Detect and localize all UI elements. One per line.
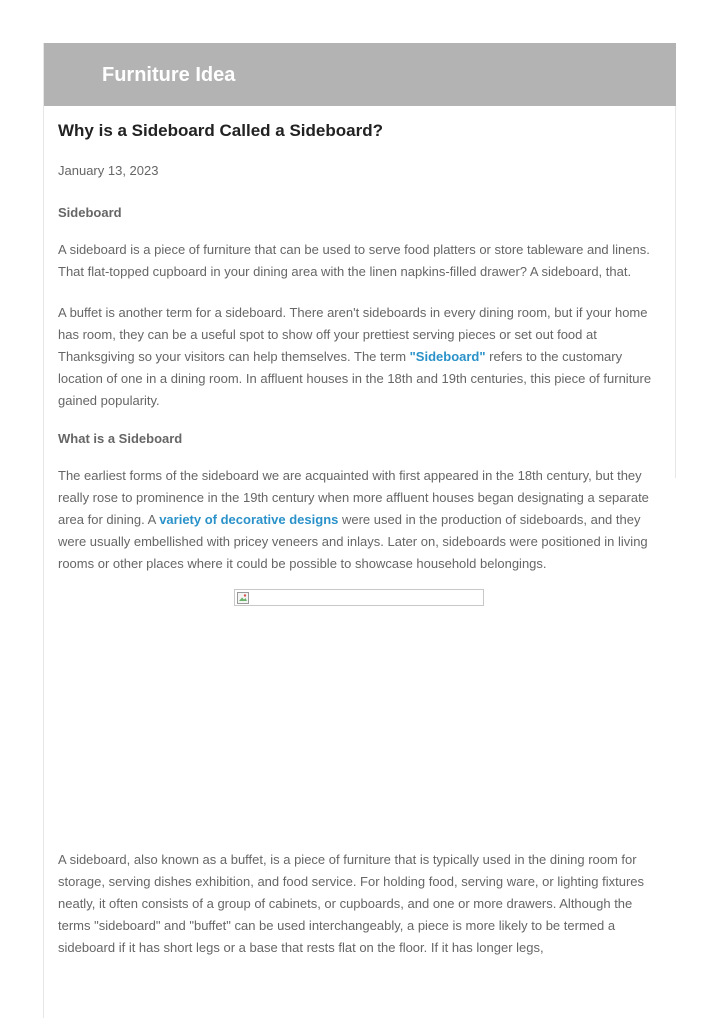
paragraph-2-text-a: A buffet is another term for a sideboard. There aren't sideboards in every dining room, but if your home has room, they can be a useful spot to show off your prettiest serving pieces or set out food at Thanksgiving so your visitors can help themselves. The term (58, 305, 648, 364)
card-edge (675, 478, 676, 1018)
post-card (43, 43, 676, 1018)
post-title: Why is a Sideboard Called a Sideboard? (58, 121, 383, 140)
paragraph-4: A sideboard, also known as a buffet, is a piece of furniture that is typically used in the dining room for storage, serving dishes exhibition, and food service. For holding food, serving ware, or lighting fixtures neatly, it often consists of a group of cabinets, or cupboards, and one or more drawers. Although the terms "sideboard" and "buffet" can be used interchangeably, a piece is more likely to be termed a sideboard if it has short legs or a base that rests flat on the floor. If it has longer legs, (58, 852, 645, 955)
post-content (58, 119, 664, 959)
site-header (44, 43, 676, 106)
broken-image-icon (237, 592, 249, 604)
broken-image[interactable] (234, 589, 484, 606)
paragraph-3 (58, 465, 664, 575)
section-heading-what-is: What is a Sideboard (58, 431, 183, 446)
paragraph-3-text-a: The earliest forms of the sideboard we are acquainted with first appeared in the 18th century, but they really rose to prominence in the 19th century when more affluent houses began designating a separate area for dining. A (58, 468, 649, 527)
sideboard-link[interactable]: "Sideboard" (409, 349, 486, 364)
paragraph-2 (58, 302, 664, 412)
paragraph-1: A sideboard is a piece of furniture that can be used to serve food platters or store tableware and linens. That flat-topped cupboard in your dining area with the linen napkins-filled drawer? A sideboard, that. (58, 242, 650, 279)
paragraph-2-text-b: refers to the customary location of one in a dining room. In affluent houses in the 18th and 19th centuries, this piece of furniture gained popularity. (58, 349, 652, 408)
image-container (58, 589, 664, 834)
paragraph-3-text-b: were used in the production of sideboards, and they were usually embellished with pricey veneers and inlays. Later on, sideboards were positioned in living rooms or other places where it could be possible to showcase household belongings. (58, 512, 648, 571)
site-title[interactable]: Furniture Idea (102, 64, 236, 86)
decorative-designs-link[interactable]: variety of decorative designs (159, 512, 339, 527)
section-heading-sideboard: Sideboard (58, 205, 122, 220)
post-date: January 13, 2023 (58, 163, 159, 178)
